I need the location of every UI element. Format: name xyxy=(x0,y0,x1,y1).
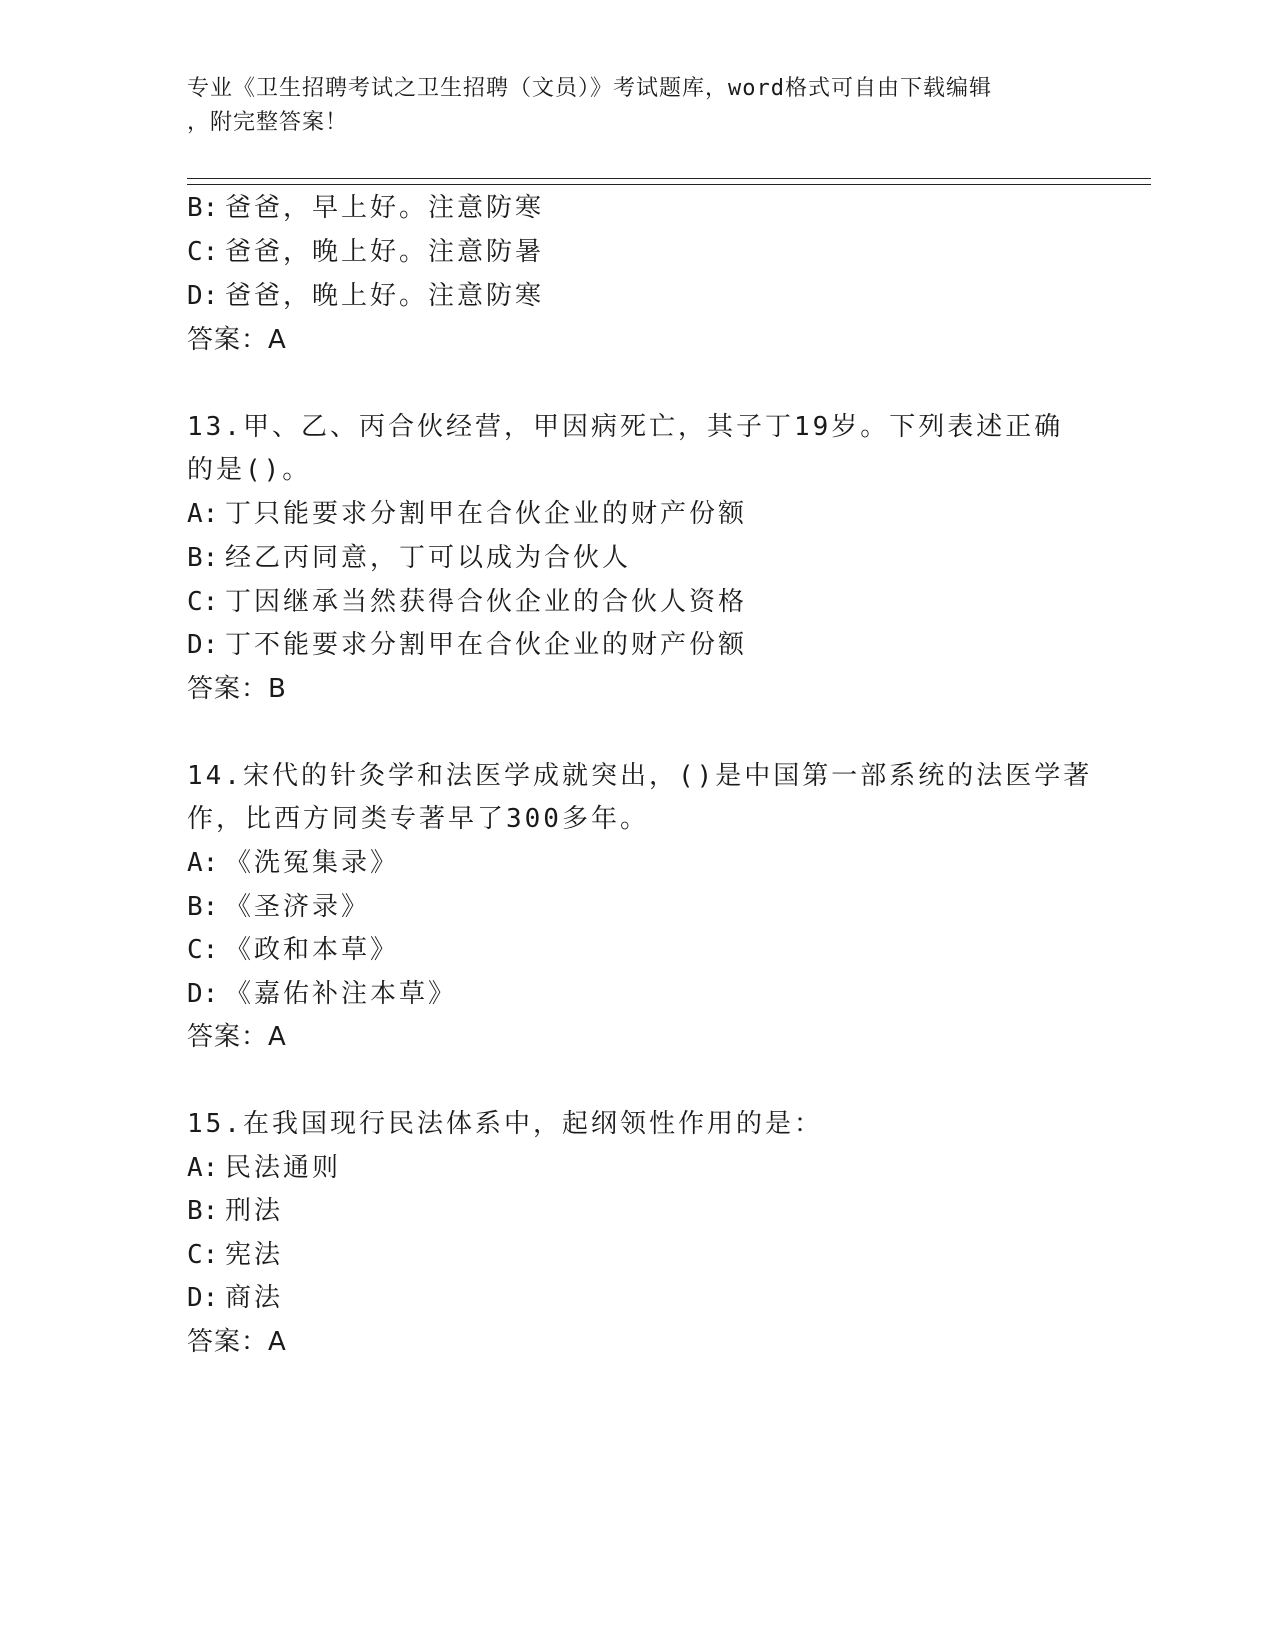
option-text: 爸爸，晚上好。注意防寒 xyxy=(225,281,545,311)
option-letter: D: xyxy=(187,1283,219,1313)
question-13-stem-line-1: 13.甲、乙、丙合伙经营，甲因病死亡，其子丁19岁。下列表述正确 xyxy=(187,412,1064,442)
option-text: 爸爸，早上好。注意防寒 xyxy=(225,193,545,223)
option-text: 《嘉佑补注本草》 xyxy=(225,979,458,1009)
option-letter: D: xyxy=(187,979,219,1009)
answer-line: 答案：A xyxy=(187,1022,287,1052)
question-14-stem-line-1: 14.宋代的针灸学和法医学成就突出，()是中国第一部系统的法医学著 xyxy=(187,761,1093,791)
option-letter: B: xyxy=(187,543,219,573)
option-letter: B: xyxy=(187,193,219,223)
answer-line: 答案：B xyxy=(187,674,287,704)
option-a xyxy=(187,848,399,878)
option-c xyxy=(187,587,747,617)
option-text: 刑法 xyxy=(225,1196,284,1226)
option-letter: B: xyxy=(187,1196,219,1226)
option-b xyxy=(187,892,370,922)
answer-line: 答案：A xyxy=(187,325,287,355)
option-letter: D: xyxy=(187,630,219,660)
option-d xyxy=(187,979,457,1009)
option-c xyxy=(187,1240,283,1270)
header-divider-top xyxy=(187,178,1151,179)
option-letter: A: xyxy=(187,1153,219,1183)
option-text: 丁不能要求分割甲在合伙企业的财产份额 xyxy=(225,630,748,660)
option-letter: C: xyxy=(187,587,219,617)
option-b xyxy=(187,543,631,573)
option-text: 《圣济录》 xyxy=(225,892,371,922)
option-text: 民法通则 xyxy=(225,1153,342,1183)
option-letter: D: xyxy=(187,281,219,311)
option-text: 丁因继承当然获得合伙企业的合伙人资格 xyxy=(225,587,748,617)
option-text: 爸爸，晚上好。注意防暑 xyxy=(225,237,545,267)
question-13-stem-line-2: 的是()。 xyxy=(187,455,312,485)
option-text: 商法 xyxy=(225,1283,284,1313)
option-text: 丁只能要求分割甲在合伙企业的财产份额 xyxy=(225,499,748,529)
header-line-2: ，附完整答案！ xyxy=(187,110,349,135)
option-c xyxy=(187,237,544,267)
option-letter: A: xyxy=(187,499,219,529)
header-line-1: 专业《卫生招聘考试之卫生招聘（文员）》考试题库，word格式可自由下载编辑 xyxy=(187,76,992,101)
option-d xyxy=(187,1283,283,1313)
header-divider-bottom xyxy=(187,184,1151,185)
option-letter: B: xyxy=(187,892,219,922)
option-text: 《政和本草》 xyxy=(225,935,400,965)
option-b xyxy=(187,193,544,223)
document-header xyxy=(187,72,1087,140)
option-letter: C: xyxy=(187,1240,219,1270)
option-letter: C: xyxy=(187,237,219,267)
option-a xyxy=(187,499,747,529)
option-d xyxy=(187,630,747,660)
option-letter: C: xyxy=(187,935,219,965)
option-text: 经乙丙同意，丁可以成为合伙人 xyxy=(225,543,632,573)
option-a xyxy=(187,1153,341,1183)
option-text: 《洗冤集录》 xyxy=(225,848,400,878)
question-14-stem-line-2: 作，比西方同类专著早了300多年。 xyxy=(187,804,649,834)
option-b xyxy=(187,1196,283,1226)
option-d xyxy=(187,281,544,311)
question-15-stem-line-1: 15.在我国现行民法体系中，起纲领性作用的是： xyxy=(187,1109,823,1139)
option-c xyxy=(187,935,399,965)
answer-line: 答案：A xyxy=(187,1327,287,1357)
option-text: 宪法 xyxy=(225,1240,284,1270)
option-letter: A: xyxy=(187,848,219,878)
